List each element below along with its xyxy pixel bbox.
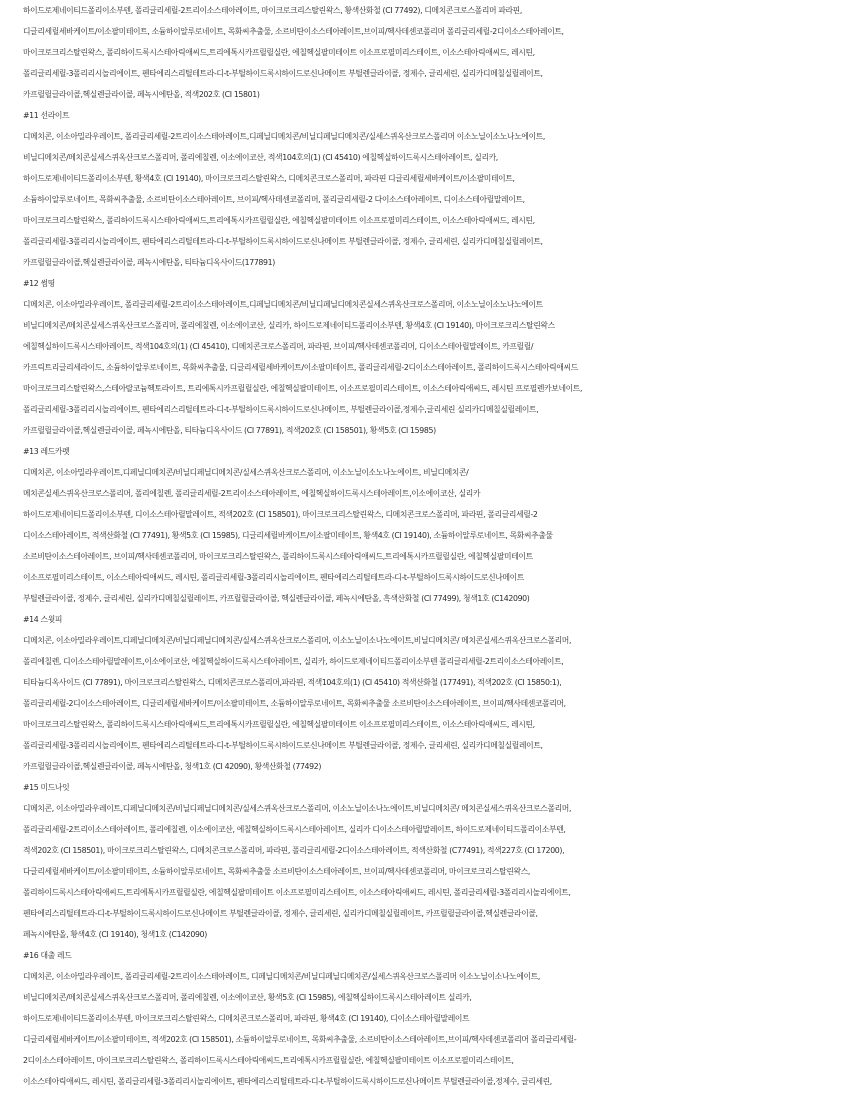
ingredients-document xyxy=(23,0,853,1092)
ingredient-line: 부틸렌글라이콜, 정제수, 글리세린, 실리카디메칠실릴레이트, 카프릴릴글라이콜, 헥실렌글라이콜, 페녹시에탄올, 흑색산화철 (CI 77499), 청색1호 (C142090) xyxy=(23,594,530,603)
ingredient-line: 폴리에칠렌, 디이소스테아릴말레이트,이소에이코산, 에칠헥실하이드록시스테아레이트, 실리카, 하이드로제네이티드폴리이소부텐 폴리글리세릴-2트리이소스테아레이트, xyxy=(23,657,564,666)
ingredient-line: 티타늄디옥사이드 (CI 77891), 마이크로크리스탈린왁스, 디메치콘크로스폴리머,파라핀, 적색104호의(1) (CI 45410) 적색산화철 (177491), 적색202호 (CI 15850:1), xyxy=(23,678,562,687)
ingredient-line: 폴리글리세릴-3폴리리시놀리에이트, 펜타에리스리틸테트라-디-t-부틸하이드록시하이드로신나메이트, 부틸렌글라이콜,정제수,글리세린 실리카디메칠실릴레이트, xyxy=(23,405,539,414)
ingredient-line: 소듐하이알루로네이트, 목화씨추출물, 소르비탄이소스테아레이트, 브이피/헥사데센코폴리머, 폴리글리세릴-2 다이소스테아레이트, 디이소스테아릴말레이트, xyxy=(23,195,525,204)
ingredient-line: 하이드로제네이티드폴리이소부텐, 황색4호 (CI 19140), 마이크로크리스탈린왁스, 디메치콘크로스폴리머, 파라핀 디글리세릴세바케이트/이소팔미테이트, xyxy=(23,174,515,183)
ingredient-line: 디메치콘, 이소아밀라우레이트, 폴리글리세릴-2트리이소스테아레이트,디페닐디메치콘/비닐디페닐디메치콘실세스퀴옥산크로스폴리머, 이소노닐이소노나노에이트 xyxy=(23,300,543,309)
shade-heading: #12 썸띵 xyxy=(23,279,55,288)
ingredient-line: 메치콘실세스퀴옥산크로스폴리머, 폴리에칠렌, 폴리글리세릴-2트리이소스테아레이트, 에칠헥실하이드록시스테아레이트,이소에이코산, 실리카 xyxy=(23,489,481,498)
shade-heading: #14 스윗피 xyxy=(23,615,63,624)
ingredient-line: 마이크로크리스탈린왁스, 폴리하이드록시스테아릭애씨드,트리에톡시카프릴릴실란, 에칠헥실팔미테이트 이소프로필미리스테이트, 이소스테아릭애씨드, 레시틴, xyxy=(23,720,535,729)
ingredient-section xyxy=(23,441,853,609)
shade-heading: #13 레드카펫 xyxy=(23,447,70,456)
ingredient-line: 이소스테아릭애씨드, 레시틴, 폴리글리세릴-3폴리리시놀리에이트, 펜타에리스리틸테트라-디-t-부틸하이드록시하이드로신나메이트 부틸렌글라이콜,정제수, 글리세린, xyxy=(23,1077,552,1086)
ingredient-section xyxy=(23,609,853,777)
ingredient-line: 폴리글리세릴-2디이소스테아레이트, 디글리세릴세바케이트/이소팔미테이트, 소듐하이알루로네이트, 목화씨추출물 소르비탄이소스테아레이트, 브이피/헥사데센코폴리머, xyxy=(23,699,566,708)
shade-heading: #16 대출 레드 xyxy=(23,951,72,960)
ingredient-line: 카프릴릴글라이콜,헥실렌글라이콜, 페녹시에탄올, 청색1호 (CI 42090), 황색산화철 (77492) xyxy=(23,762,322,771)
ingredient-line: 폴리글리세릴-3폴리리시놀리에이트, 펜타에리스리틸테트라-디-t-부틸하이드록시하이드로신나메이트 부틸렌글라이콜, 정제수, 글리세린, 실리카디메칠실릴레이트, xyxy=(23,69,543,78)
ingredient-line: 다글리세릴세바케이트/이소팔미테이트, 소듐하이알루로네이트, 목화씨추출물 소르비탄이소스테아레이트, 브이피/헥사데센코폴리머, 마이크로크리스탈린왁스, xyxy=(23,867,531,876)
ingredient-line: 적색202호 (CI 158501), 마이크로크리스탈린왁스, 디메치콘크로스폴리머, 파라핀, 폴리글리세릴-2디이소스테아레이트, 적색산화철 (C77491), 적색227호 (CI 17200), xyxy=(23,846,565,855)
ingredient-line: 소르비탄이소스테아레이트, 브이피/헥사데센코폴리머, 마이크로크리스탈린왁스, 폴리하이드록시스테아릭애씨드,트리에톡시카프릴릴실란, 에칠헥실팔미테이트 xyxy=(23,552,533,561)
ingredient-section xyxy=(23,777,853,945)
ingredient-section xyxy=(23,0,853,105)
ingredient-section xyxy=(23,945,853,1092)
ingredient-section xyxy=(23,105,853,273)
ingredient-line: 카프릭트리글리세라이드, 소듐하이알루로네이트, 목화씨추출물, 디글리세릴세바케이트/이소팔미테이트, 폴리글리세릴-2디이소스테아레이트, 폴리하이드록시스테아릭애씨드 xyxy=(23,363,578,372)
ingredient-section xyxy=(23,273,853,441)
ingredient-line: 폴리글리세릴-2트리이소스테아레이트, 폴리에칠렌, 이소에이코산, 에칠헥실하이드록시스테아레이트, 실리카 디이소스테아릴말레이트, 하이드로제네이티드폴리이소부텐, xyxy=(23,825,566,834)
ingredient-line: 폴리하이드록시스테아릭애씨드,트리에톡시카프릴릴실란, 에칠헥실팔미테이트 이소프로필미리스테이트, 이소스테아릭애씨드, 레시틴, 폴리글리세릴-3폴리리시놀리에이트, xyxy=(23,888,571,897)
ingredient-line: 이소프로필미리스테이트, 이소스테아릭애씨드, 레시틴, 폴리글리세릴-3폴리리시놀리에이트, 펜타에리스리틸테트라-디-t-부틸하이드록시하이드로신나메이트 xyxy=(23,573,525,582)
ingredient-line: 디메치콘, 이소아밀라우레이트, 폴리글리세릴-2트리이소스테아레이트,디페닐디메치콘/비닐디페닐디메치콘/실세스퀴옥산크로스폴리머 이소노닐이소노나노에이트, xyxy=(23,132,546,141)
ingredient-line: 하이드로제네이티드폴리이소부텐, 마이크로크리스탈린왁스, 디메치콘크로스폴리머, 파라핀, 황색4호 (CI 19140), 디이소스테아릴말레이트 xyxy=(23,1014,470,1023)
ingredient-line: 에칠헥실하이드록시스테아레이트, 적색104호의(1) (CI 45410), 디메치콘크로스폴리머, 파라핀, 브이피/헥사데센코폴리머, 디이소스테아릴말레이트, 카프릴릴/ xyxy=(23,342,534,351)
ingredient-line: 디이소스테아레이트, 적색산화철 (CI 77491), 황색5호 (CI 15985), 디글리세릴바케이트/이소팔미테이트, 황색4호 (CI 19140), 소듐하이알루로네이트, 목화씨추출물 xyxy=(23,531,553,540)
ingredient-line: 디메치콘, 이소아밀라우레이트,디페닐디메치콘/비닐디페닐디메치콘/실세스퀴옥산크로스폴리머, 이소노닐이소나노에이트,비닐디메치콘/ 메치콘실세스퀴옥산크로스폴리머, xyxy=(23,636,572,645)
shade-heading: #15 미드나잇 xyxy=(23,783,70,792)
ingredient-line: 마이크로크리스탈린왁스,스테아랄코늄헥토라이트, 트리에톡시카프릴릴실란, 에칠헥실팔미테이트, 이소프로필미리스테이트, 이소스테아릭애씨드, 레시틴 프로필렌카보네이트, xyxy=(23,384,583,393)
ingredient-line: 비닐디메치콘/메치콘실세스퀴옥산크로스폴리머, 폴리에칠렌, 이소에이코산, 적색104호의(1) (CI 45410) 에칠헥실하이드록시스테아레이트, 실리카, xyxy=(23,153,498,162)
ingredient-line: 디메치콘, 이소아밀라우레이트,디페닐디메치콘/비닐디페닐디메치콘/실세스퀴옥산크로스폴리머, 이소노닐이소나노에이트,비닐디메치콘/ 메치콘실세스퀴옥산크로스폴리머, xyxy=(23,804,572,813)
ingredient-line: 디글리세릴세바케이트/이소팔미테이트, 소듐하이알루로네이트, 목화씨추출물, 소르비탄이소스테아레이트,브이피/헥사데센코폴리머 폴리글리세릴-2디이소스테아레이트, xyxy=(23,27,564,36)
ingredient-line: 하이드로제네이티드폴리이소부텐, 폴리글리세릴-2트리이소스테아레이트, 마이크로크리스탈린왁스, 황색산화철 (CI 77492), 디메치콘크로스폴리머 파라핀, xyxy=(23,6,522,15)
ingredient-line: 비닐디메치콘/메치콘실세스퀴옥산크로스폴리머, 폴리에칠렌, 이소에이코산, 황색5호 (CI 15985), 에칠헥실하이드록시스테아레이트 실리카, xyxy=(23,993,472,1002)
ingredient-line: 페녹시에탄올, 황색4호 (CI 19140), 청색1호 (C142090) xyxy=(23,930,207,939)
ingredient-line: 폴리글리세릴-3폴리리시놀리에이트, 펜타에리스리틸테트라-디-t-부틸하이드록시하이드로신나메이트 부틸렌글라이콜, 정제수, 글리세린, 실리카디메칠실릴레이트, xyxy=(23,741,543,750)
ingredient-line: 디글리세릴세바케이트/이소팔미테이트, 적색202호 (CI 158501), 소듐하이알루로네이트, 목화씨추출물, 소르비탄이소스테아레이트,브이피/헥사데센코폴리머 폴리글리세릴- xyxy=(23,1035,577,1044)
ingredient-line: 하이드로제네이티드폴리이소부텐, 디이소스테아릴말레이트, 적색202호 (CI 158501), 마이크로크리스탈린왁스, 디메치콘크로스폴리머, 파라핀, 폴리글리세릴-2 xyxy=(23,510,538,519)
ingredient-line: 마이크로크리스탈린왁스, 폴리하이드록시스테아릭애씨드,트리에톡시카프릴릴실란, 에칠헥실팔미테이트 이소프로필미리스테이트, 이소스테아릭애씨드, 레시틴, xyxy=(23,48,535,57)
ingredient-line: 폴리글리세릴-3폴리리시놀리에이트, 펜타에리스리틸테트라-디-t-부틸하이드록시하이드로신나메이트 부틸렌글라이콜, 정제수, 글리세린, 실리카디메칠실릴레이트, xyxy=(23,237,543,246)
ingredient-line: 카프릴릴글라이콜,헥실렌글라이콜, 페녹시에탄올, 적색202호 (CI 15801) xyxy=(23,90,260,99)
ingredient-line: 2디이소스테아레이트, 마이크로크리스탈린왁스, 폴리하이드록시스테아릭애씨드,트리에톡시카프릴릴실란, 에칠헥실팔미테이트 이소프로필미리스테이트, xyxy=(23,1056,514,1065)
ingredient-line: 카프릴릴글라이콜,헥실렌글라이콜, 페녹시에탄올, 티타늄디옥사이드(177891) xyxy=(23,258,275,267)
ingredient-line: 디메치콘, 이소아밀라우레이트, 폴리글리세릴-2트리이소스테아레이트, 디페닐디메치콘/비닐디페닐디메치콘/실세스퀴옥산크로스폴리머 이소노닐이소나노에이트, xyxy=(23,972,541,981)
ingredient-line: 디메치콘, 이소아밀라우레이트,디페닐디메치콘/비닐디페닐디메치콘/실세스퀴옥산크로스폴리머, 이소노닐이소노나노에이트, 비닐디메치콘/ xyxy=(23,468,469,477)
shade-heading: #11 선라이트 xyxy=(23,111,70,120)
ingredient-line: 카프릴릴글라이콜,헥실렌글라이콜, 페녹시에탄올, 티타늄디옥사이드 (CI 77891), 적색202호 (CI 158501), 황색5호 (CI 15985) xyxy=(23,426,436,435)
ingredient-line: 펜타에리스리틸테트라-디-t-부틸하이드록시하이드로신나메이트 부틸렌글라이콜, 정제수, 글리세린, 실리카디메칠실릴레이트, 카프릴릴글라이콜,헥실렌글라이콜, xyxy=(23,909,538,918)
ingredient-line: 마이크로크리스탈린왁스, 폴리하이드록시스테아릭애씨드,트리에톡시카프릴릴실란, 에칠헥실팔미테이트 이소프로필미리스테이트, 이소스테아릭애씨드, 레시틴, xyxy=(23,216,535,225)
ingredient-line: 비닐디메치콘/메치콘실세스퀴옥산크로스폴리머, 폴리에칠렌, 이소에이코산, 실리카, 하이드로제네이티드폴리이소부텐, 황색4호 (CI 19140), 마이크로크리스탈린왁스 xyxy=(23,321,555,330)
